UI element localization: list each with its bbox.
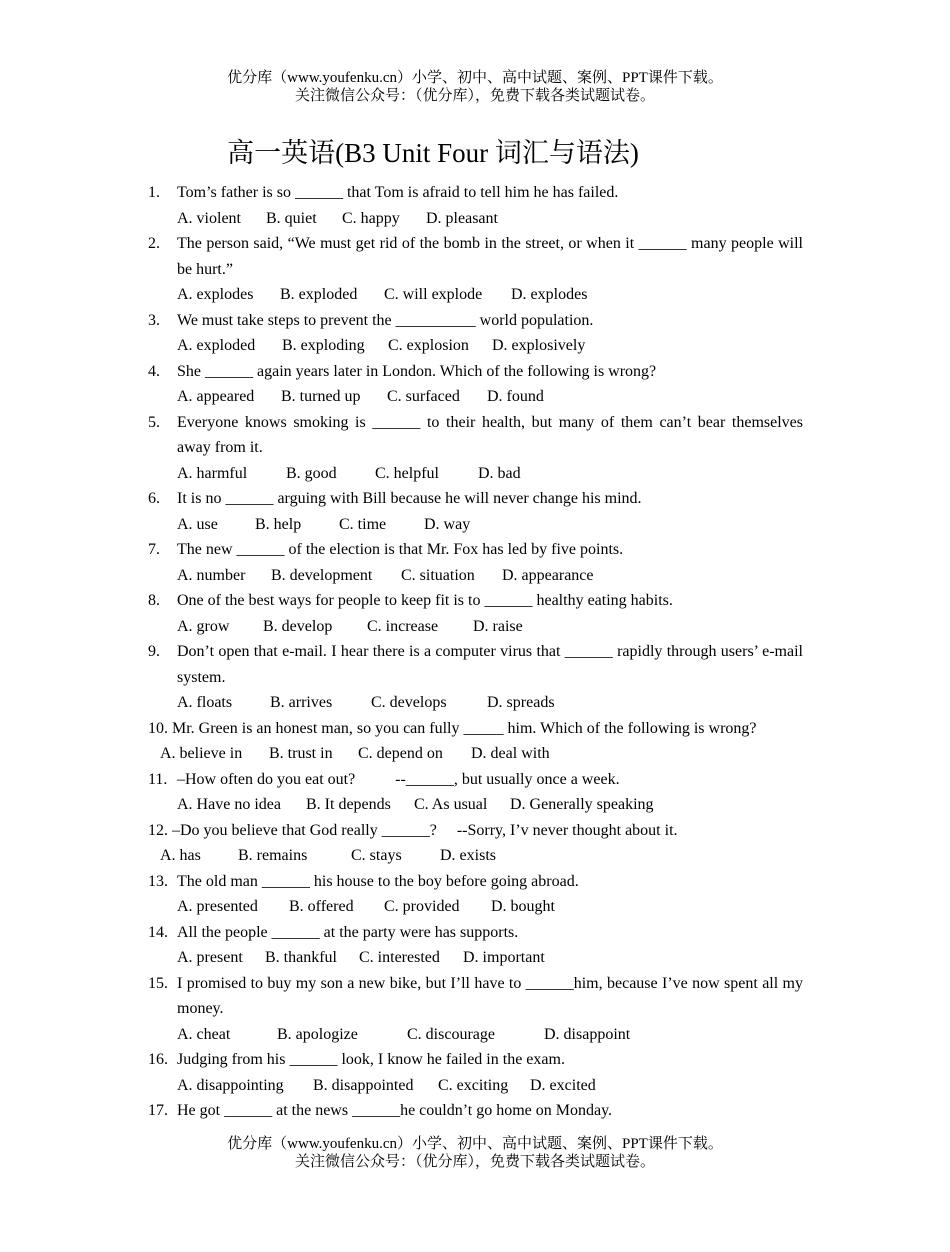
option-d: D. excited: [530, 1076, 596, 1094]
question-number: 10.: [148, 719, 168, 737]
question-14: [148, 920, 803, 946]
question-11-options: [177, 792, 803, 818]
page-footer: [0, 1135, 950, 1171]
header-line-site: 优分库（www.youfenku.cn）小学、初中、高中试题、案例、PPT课件下载。: [227, 70, 723, 86]
question-text: One of the best ways for people to keep fit is to ______ healthy eating habits.: [177, 592, 673, 609]
option-d: D. deal with: [471, 745, 550, 762]
question-12-options: [160, 843, 803, 869]
option-c: C. surfaced: [387, 388, 460, 405]
question-text: She ______ again years later in London. Which of the following is wrong?: [177, 362, 657, 380]
question-9: [148, 639, 803, 690]
option-a: A. grow: [177, 617, 230, 635]
question-text: He got ______ at the news ______he couldn’t go home on Monday.: [177, 1102, 613, 1119]
option-b: B. remains: [238, 847, 308, 864]
option-d: D. explosively: [492, 337, 586, 354]
option-a: A. believe in: [160, 745, 243, 762]
question-13-options: [177, 894, 803, 920]
option-d: D. important: [463, 949, 545, 966]
question-17: [148, 1098, 803, 1124]
question-number: 2.: [148, 235, 160, 252]
question-16: [148, 1047, 803, 1073]
question-4-options: [177, 384, 803, 410]
question-text: Judging from his ______ look, I know he failed in the exam.: [177, 1051, 565, 1068]
question-text: The new ______ of the election is that Mr. Fox has led by five points.: [177, 541, 624, 558]
option-b: B. arrives: [270, 694, 333, 711]
question-text: I promised to buy my son a new bike, but I’ll have to ______him, because I’ve now spent all my money.: [177, 974, 803, 1017]
option-d: D. raise: [473, 617, 523, 635]
option-b: B. disappointed: [313, 1076, 414, 1094]
question-number: 1.: [148, 184, 160, 201]
option-a: A. cheat: [177, 1025, 231, 1043]
option-a: A. harmful: [177, 464, 248, 482]
question-text: The person said, “We must get rid of the bomb in the street, or when it ______ many people will be hurt.”: [177, 235, 803, 278]
option-d: D. bought: [491, 898, 555, 915]
option-b: B. apologize: [277, 1025, 358, 1043]
question-number: 3.: [148, 311, 160, 329]
option-a: A. appeared: [177, 388, 255, 405]
question-5-options: [177, 461, 803, 487]
option-c: C. provided: [384, 898, 460, 915]
option-b: B. thankful: [265, 949, 337, 966]
question-number: 17.: [148, 1102, 168, 1119]
option-a: A. explodes: [177, 286, 254, 303]
question-15: [148, 971, 803, 1022]
option-a: A. presented: [177, 898, 258, 915]
question-number: 13.: [148, 872, 168, 890]
question-5: [148, 410, 803, 461]
option-d: D. exists: [440, 847, 496, 864]
question-10-options: [160, 741, 803, 767]
question-1: [148, 180, 803, 206]
option-c: C. helpful: [375, 464, 439, 482]
question-text: The old man ______ his house to the boy before going abroad.: [177, 872, 579, 890]
option-c: C. increase: [367, 617, 439, 635]
option-b: B. development: [271, 566, 373, 584]
question-number: 5.: [148, 413, 160, 431]
question-2: [148, 231, 803, 282]
option-d: D. appearance: [502, 566, 594, 584]
option-b: B. good: [286, 464, 337, 482]
option-c: C. explosion: [388, 337, 469, 354]
header-line-wechat: 关注微信公众号：（优分库），免费下载各类试题试卷。: [294, 88, 655, 104]
option-c: C. interested: [359, 949, 440, 966]
option-c: C. situation: [401, 566, 475, 584]
question-6-options: [177, 512, 803, 538]
option-c: C. As usual: [414, 796, 488, 813]
option-d: D. Generally speaking: [510, 796, 654, 813]
question-2-options: [177, 282, 803, 308]
question-text: Everyone knows smoking is ______ to their health, but many of them can’t bear themselves away from it.: [177, 413, 803, 456]
option-c: C. time: [339, 515, 387, 533]
option-a: A. exploded: [177, 337, 256, 354]
option-d: D. found: [487, 388, 544, 405]
option-c: C. happy: [342, 209, 400, 227]
question-11: [148, 767, 803, 793]
option-b: B. It depends: [306, 796, 391, 813]
question-16-options: [177, 1073, 803, 1099]
option-a: A. disappointing: [177, 1076, 284, 1094]
option-d: D. disappoint: [544, 1025, 631, 1043]
question-6: [148, 486, 803, 512]
option-a: A. violent: [177, 209, 241, 227]
question-number: 9.: [148, 643, 160, 660]
option-c: C. develops: [371, 694, 447, 711]
question-text: –Do you believe that God really ______? --Sorry, I’v never thought about it.: [172, 821, 678, 839]
question-text: –How often do you eat out? --______, but usually once a week.: [177, 770, 620, 788]
footer-line-wechat: 关注微信公众号：（优分库），免费下载各类试题试卷。: [294, 1154, 655, 1170]
question-number: 12.: [148, 821, 168, 839]
option-b: B. quiet: [266, 209, 317, 227]
question-3: [148, 308, 803, 334]
question-15-options: [177, 1022, 803, 1048]
question-14-options: [177, 945, 803, 971]
question-number: 15.: [148, 974, 168, 992]
option-b: B. exploding: [282, 337, 365, 354]
option-d: D. bad: [478, 464, 521, 482]
question-10: [148, 716, 803, 742]
option-c: C. exciting: [438, 1076, 509, 1094]
question-3-options: [177, 333, 803, 359]
option-d: D. explodes: [511, 286, 588, 303]
question-9-options: [177, 690, 803, 716]
question-number: 6.: [148, 490, 160, 507]
question-list: [148, 180, 803, 1124]
question-number: 8.: [148, 592, 160, 609]
option-c: C. depend on: [358, 745, 443, 762]
question-text: We must take steps to prevent the __________ world population.: [177, 311, 594, 329]
option-b: B. offered: [289, 898, 354, 915]
question-text: It is no ______ arguing with Bill because he will never change his mind.: [177, 490, 642, 507]
question-number: 7.: [148, 541, 160, 558]
question-7-options: [177, 563, 803, 589]
option-a: A. Have no idea: [177, 796, 281, 813]
option-b: B. trust in: [269, 745, 333, 762]
question-number: 4.: [148, 362, 160, 380]
option-a: A. number: [177, 566, 246, 584]
question-12: [148, 818, 803, 844]
question-text: All the people ______ at the party were has supports.: [177, 923, 519, 941]
question-13: [148, 869, 803, 895]
question-number: 11.: [148, 770, 168, 788]
option-b: B. exploded: [280, 286, 358, 303]
question-4: [148, 359, 803, 385]
question-8-options: [177, 614, 803, 640]
option-a: A. use: [177, 515, 218, 533]
footer-line-site: 优分库（www.youfenku.cn）小学、初中、高中试题、案例、PPT课件下载。: [227, 1136, 723, 1152]
option-c: C. stays: [351, 847, 402, 864]
option-b: B. help: [255, 515, 302, 533]
question-8: [148, 588, 803, 614]
question-number: 14.: [148, 923, 168, 941]
page-title: 高一英语(B3 Unit Four 词汇与语法): [227, 138, 639, 168]
option-a: A. present: [177, 949, 243, 966]
question-text: Don’t open that e-mail. I hear there is a computer virus that ______ rapidly through users’ e-mail system.: [177, 643, 803, 686]
question-number: 16.: [148, 1051, 168, 1068]
option-d: D. spreads: [487, 694, 555, 711]
question-1-options: [177, 206, 803, 232]
option-c: C. discourage: [407, 1025, 495, 1043]
option-d: D. way: [424, 515, 471, 533]
question-7: [148, 537, 803, 563]
question-text: Mr. Green is an honest man, so you can fully _____ him. Which of the following is wrong?: [172, 719, 757, 737]
option-b: B. turned up: [281, 388, 361, 405]
question-text: Tom’s father is so ______ that Tom is afraid to tell him he has failed.: [177, 184, 619, 201]
option-a: A. has: [160, 847, 201, 864]
page-header-top: [0, 69, 950, 105]
option-b: B. develop: [263, 617, 333, 635]
option-d: D. pleasant: [426, 209, 498, 227]
option-c: C. will explode: [384, 286, 483, 303]
option-a: A. floats: [177, 694, 233, 711]
